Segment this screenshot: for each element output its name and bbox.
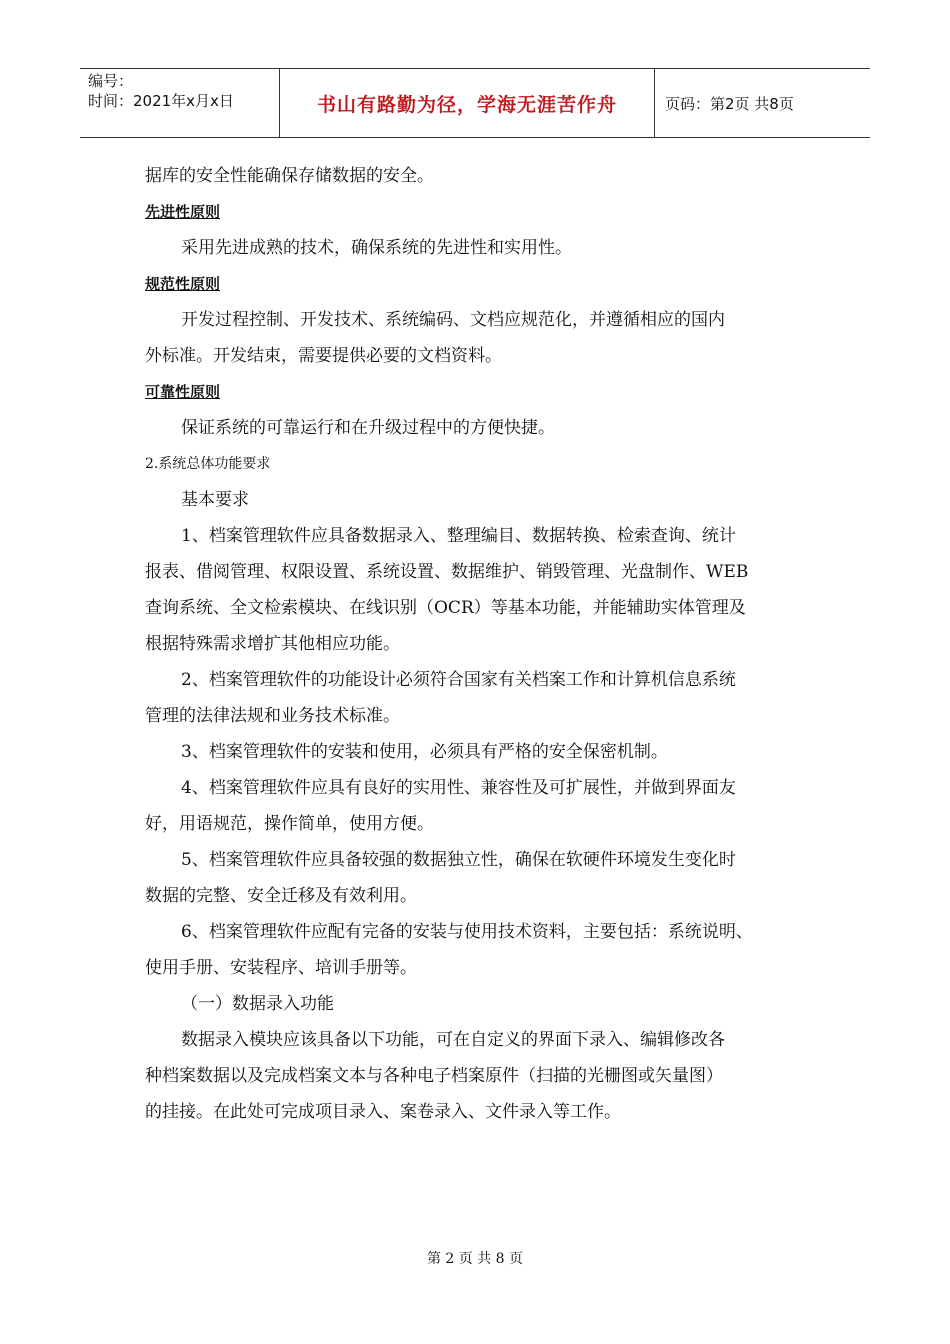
paragraph: 采用先进成熟的技术，确保系统的先进性和实用性。 <box>181 238 572 258</box>
paragraph: 保证系统的可靠运行和在升级过程中的方便快捷。 <box>181 418 555 438</box>
paragraph: 查询系统、全文检索模块、在线识别（OCR）等基本功能，并能辅助实体管理及 <box>145 598 746 618</box>
paragraph: 种档案数据以及完成档案文本与各种电子档案原件（扫描的光栅图或矢量图） <box>145 1066 723 1086</box>
section-heading: 2.系统总体功能要求 <box>145 456 271 472</box>
paragraph: 数据录入模块应该具备以下功能，可在自定义的界面下录入、编辑修改各 <box>181 1030 725 1050</box>
paragraph: 管理的法律法规和业务技术标准。 <box>145 706 400 726</box>
heading-advanced: 先进性原则 <box>145 203 221 221</box>
paragraph: 使用手册、安装程序、培训手册等。 <box>145 958 417 978</box>
page-footer: 第 2 页 共 8 页 <box>426 1251 524 1267</box>
paragraph: 的挂接。在此处可完成项目录入、案卷录入、文件录入等工作。 <box>145 1102 621 1122</box>
header-motto: 书山有路勤为径，学海无涯苦作舟 <box>280 69 655 137</box>
paragraph: 5、档案管理软件应具备较强的数据独立性，确保在软硬件环境发生变化时 <box>181 850 736 870</box>
paragraph: 基本要求 <box>181 490 249 510</box>
paragraph: 4、档案管理软件应具有良好的实用性、兼容性及可扩展性，并做到界面友 <box>181 778 736 798</box>
paragraph: 数据的完整、安全迁移及有效利用。 <box>145 886 417 906</box>
paragraph: 据库的安全性能确保存储数据的安全。 <box>145 166 434 186</box>
heading-standard: 规范性原则 <box>145 275 221 293</box>
paragraph: 好，用语规范，操作简单，使用方便。 <box>145 814 434 834</box>
heading-reliable: 可靠性原则 <box>145 383 221 401</box>
date-label: 时间：2021年x月x日 <box>88 92 234 110</box>
paragraph: 6、档案管理软件应配有完备的安装与使用技术资料，主要包括：系统说明、 <box>181 922 753 942</box>
page-header <box>80 68 870 138</box>
paragraph: 外标准。开发结束，需要提供必要的文档资料。 <box>145 346 502 366</box>
paragraph: 2、档案管理软件的功能设计必须符合国家有关档案工作和计算机信息系统 <box>181 670 736 690</box>
header-meta <box>80 69 280 137</box>
header-page-info: 页码：第2页 共8页 <box>665 94 794 113</box>
subsection-heading: （一）数据录入功能 <box>181 994 334 1014</box>
paragraph: 报表、借阅管理、权限设置、系统设置、数据维护、销毁管理、光盘制作、WEB <box>145 562 749 582</box>
document-body <box>145 158 825 1130</box>
paragraph: 3、档案管理软件的安装和使用，必须具有严格的安全保密机制。 <box>181 742 668 762</box>
paragraph: 根据特殊需求增扩其他相应功能。 <box>145 634 400 654</box>
number-label: 编号： <box>88 72 134 90</box>
paragraph: 1、档案管理软件应具备数据录入、整理编目、数据转换、检索查询、统计 <box>181 526 736 546</box>
paragraph: 开发过程控制、开发技术、系统编码、文档应规范化，并遵循相应的国内 <box>181 310 725 330</box>
